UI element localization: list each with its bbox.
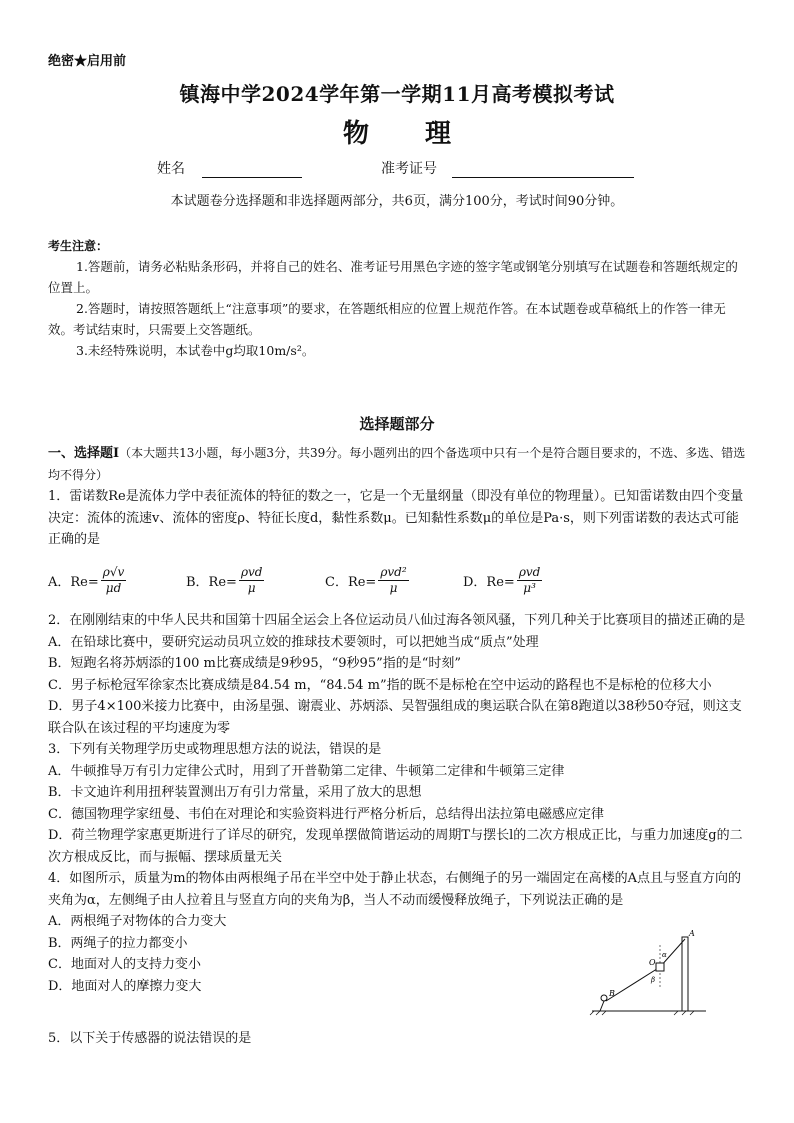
q3-option-d[interactable]: D．荷兰物理学家惠更斯进行了详尽的研究，发现单摆做简谐运动的周期T与摆长l的二次方根成正比，与重力加速度g的二次方根成反比，而与振幅、摆球质量无关 [48,828,743,865]
exam-id-label: 准考证号 [381,161,437,177]
subject-title [0,113,794,150]
q2-option-a[interactable]: A．在铅球比赛中，要研究运动员巩立姣的推球技术要领时，可以把她当成“质点”处理 [48,634,539,650]
q1-option-d-num: ρvd [518,564,541,579]
name-label: 姓名 [157,161,185,177]
notice-item-1: 1.答题前，请务必粘贴条形码，并将自己的姓名、准考证号用黑色字迹的签字笔或钢笔分别填写在试题卷和答题纸规定的位置上。 [48,259,738,295]
q1-option-b-fraction [239,565,265,596]
q1-option-b-num: ρvd [240,564,263,579]
part-description: （本大题共13小题，每小题3分，共39分。每小题列出的四个备选项中只有一个是符合题目要求的，不选、多选、错选均不得分） [48,446,746,482]
q4-option-a[interactable]: A．两根绳子对物体的合力变大 [48,914,227,929]
part-label: 一、选择题Ⅰ [48,446,120,461]
notice-item-2: 2.答题时，请按照答题纸上“注意事项”的要求，在答题纸相应的位置上规范作答。在本试题卷或草稿纸上的作答一律无效。考试结束时，只需要上交答题纸。 [48,301,726,337]
person-head [601,995,607,1001]
q3-option-b[interactable]: B．卡文迪许利用扭秤装置测出万有引力常量，采用了放大的思想 [48,785,422,800]
subject-char-1: 物 [342,119,369,149]
q4-option-c[interactable]: C．地面对人的支持力变小 [48,957,201,972]
q1-option-c-fraction [378,565,408,596]
exam-title: 镇海中学2024学年第一学期11月高考模拟考试 [179,82,615,106]
exam-id-field[interactable] [381,158,634,178]
subject-char-2: 理 [425,119,452,149]
section-title: 选择题部分 [359,415,435,433]
q1-option-b-den: μ [247,580,256,595]
q4-diagram [588,925,708,1017]
q4-stem: 4．如图所示，质量为m的物体由两根绳子吊在半空中处于静止状态，右侧绳子的另一端固定在高楼的A点且与竖直方向的夹角为α，左侧绳子由人拉着且与竖直方向的夹角为β，当人不动而缓慢释放绳子，下列说法正确的是 [48,871,741,908]
q1-option-b-label: B．Re= [186,574,237,590]
q1-option-a[interactable] [48,562,126,598]
q1-option-c-num: ρvd² [380,564,407,579]
question-block-5 [48,1028,748,1050]
q1-option-d-den: μ³ [523,580,536,595]
part-instructions [48,443,748,486]
q1-option-d[interactable] [463,562,542,598]
q1-option-c-den: μ [389,580,398,595]
q1-option-b[interactable] [186,562,264,598]
label-alpha: α [662,951,667,959]
q3-option-a[interactable]: A．牛顿推导万有引力定律公式时，用到了开普勒第二定律、牛顿第二定律和牛顿第三定律 [48,763,565,779]
label-b: B [609,989,615,998]
q4-option-d[interactable]: D．地面对人的摩擦力变大 [48,978,202,994]
label-o: O [649,958,656,967]
q5-stem: 5．以下关于传感器的说法错误的是 [48,1031,252,1046]
q1-option-c[interactable] [325,562,409,598]
q1-option-a-fraction [101,565,126,596]
q4-option-b[interactable]: B．两绳子的拉力都变小 [48,935,188,951]
q3-option-c[interactable]: C．德国物理学家纽曼、韦伯在对理论和实验资料进行严格分析后，总结得出法拉第电磁感应定律 [48,806,604,822]
q1-stem: 1．雷诺数Re是流体力学中表征流体的特征的数之一，它是一个无量纲量（即没有单位的物理量）。已知雷诺数由四个变量决定：流体的流速v、流体的密度ρ、特征长度d，黏性系数μ。已知黏性系数μ的单位是Pa·s，则下列雷诺数的表达式可能正确的是 [48,489,744,547]
q1-options [48,562,748,602]
q2-stem: 2．在刚刚结束的中华人民共和国第十四届全运会上各位运动员八仙过海各领风骚，下列几种关于比赛项目的描述正确的是 [48,613,746,628]
q1-option-c-label: C．Re= [325,574,377,590]
building-wall [682,937,688,1011]
label-a: A [689,929,695,938]
q2-option-c[interactable]: C．男子标枪冠军徐家杰比赛成绩是84.54 m，“84.54 m”指的既不是标枪在空中运动的路程也不是标枪的位移大小 [48,677,712,693]
q2-option-b[interactable]: B．短跑名将苏炳添的100 m比赛成绩是9秒95，“9秒95”指的是“时刻” [48,656,462,671]
confidential-label: 绝密★启用前 [48,54,127,69]
person-body [600,1001,604,1011]
notice-item-3: 3.未经特殊说明，本试卷中g均取10m/s²。 [76,343,315,358]
exam-info: 本试题卷分选择题和非选择题两部分，共6页，满分100分，考试时间90分钟。 [170,194,624,209]
exam-id-blank[interactable] [452,161,634,178]
label-beta: β [651,976,656,984]
q1-option-a-num: ρ√v [102,564,125,579]
name-blank[interactable] [202,161,302,178]
q1-option-d-fraction [517,565,543,596]
notice-title: 考生注意： [48,239,109,253]
ground-hatching [590,1011,694,1015]
name-field[interactable] [157,158,302,178]
hanging-mass [656,963,664,971]
notice-list [48,256,748,361]
q1-option-d-label: D．Re= [463,574,515,590]
question-block-1 [48,443,748,551]
q1-option-a-label: A．Re= [48,574,99,590]
q2-option-d[interactable]: D．男子4×100米接力比赛中，由汤星强、谢震业、苏炳添、吴智强组成的奥运联合队在第8跑道以38秒50夺冠，则这支联合队在该过程的平均速度为零 [48,699,742,736]
q3-stem: 3．下列有关物理学历史或物理思想方法的说法，错误的是 [48,742,382,757]
q1-option-a-den: μd [105,580,122,595]
